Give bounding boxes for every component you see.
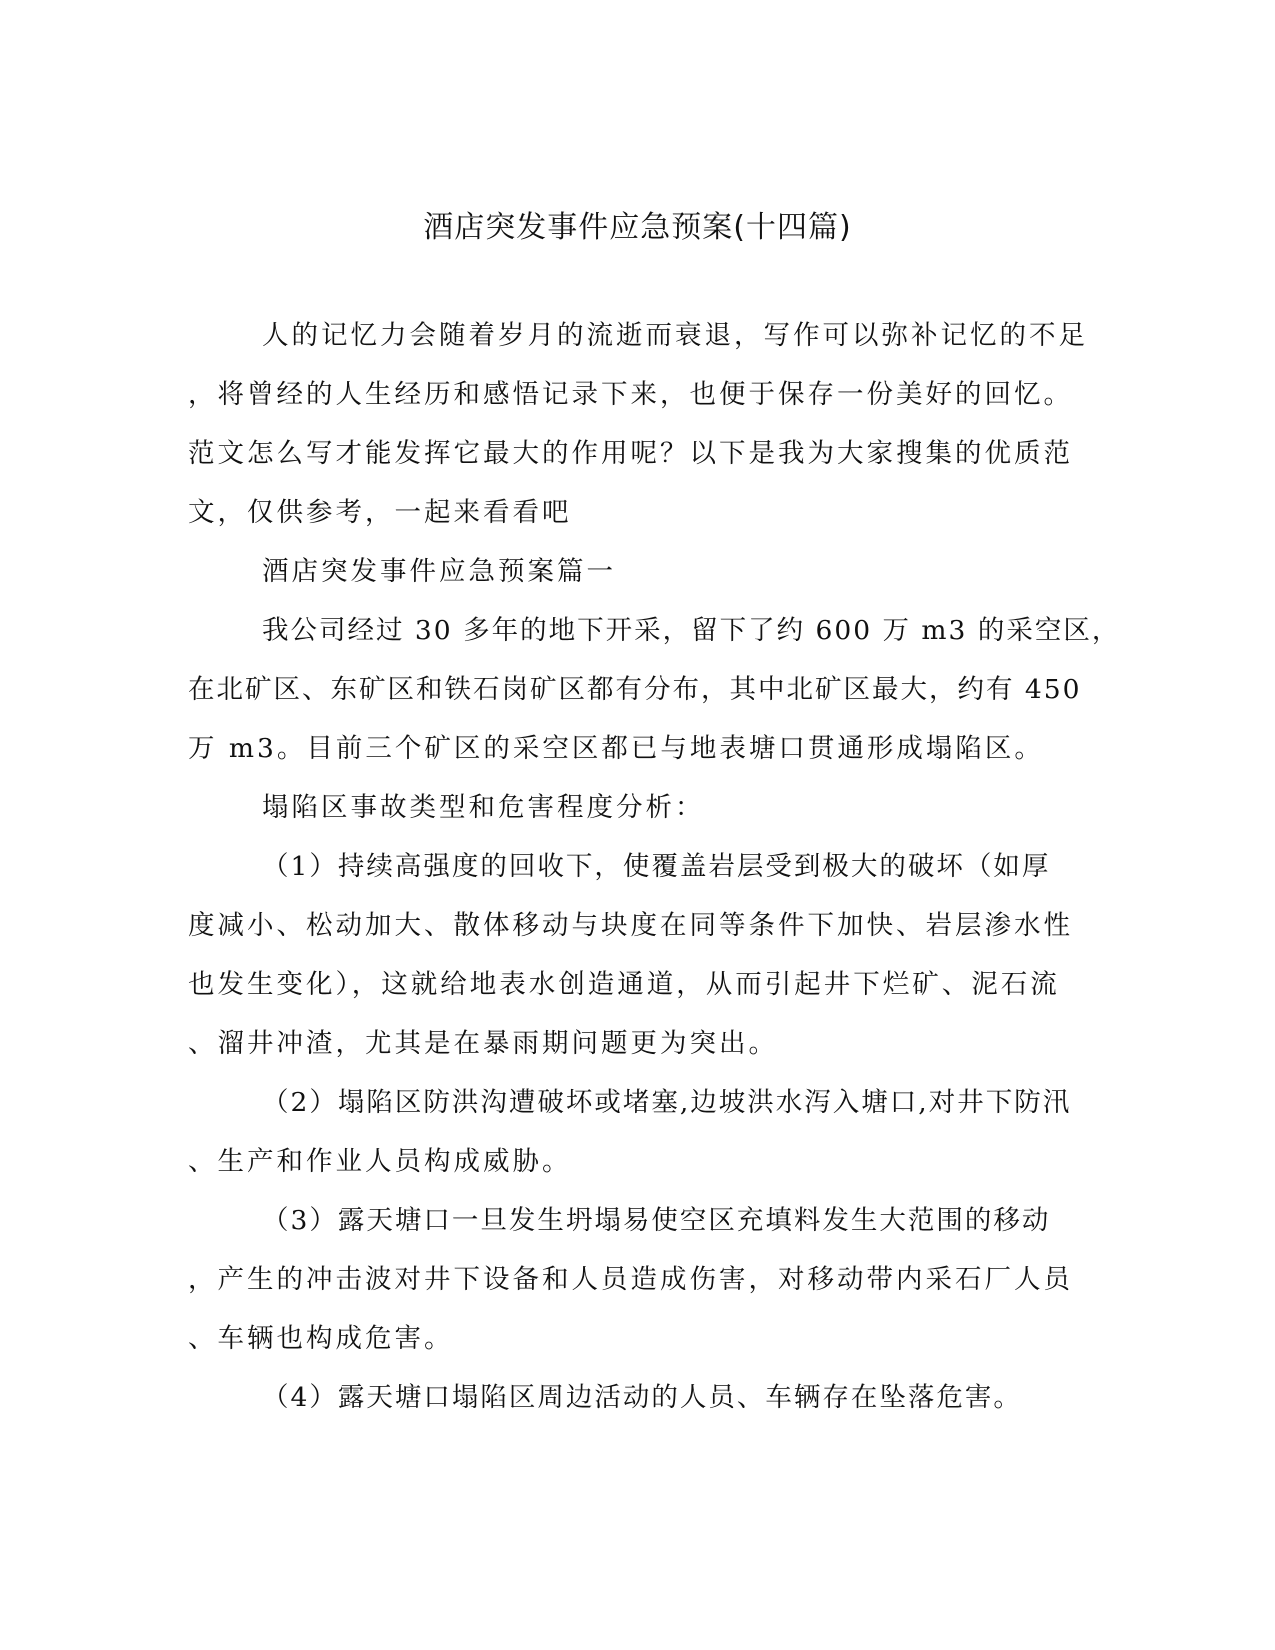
paragraph-line: 范文怎么写才能发挥它最大的作用呢？以下是我为大家搜集的优质范 (188, 438, 1073, 469)
paragraph-line: 文，仅供参考，一起来看看吧 (188, 497, 572, 528)
paragraph-line: （2）塌陷区防洪沟遭破坏或堵塞,边坡洪水泻入塘口,对井下防汛 (262, 1087, 1072, 1118)
paragraph-line: 、车辆也构成危害。 (188, 1323, 454, 1354)
paragraph-line: 我公司经过 30 多年的地下开采，留下了约 600 万 m3 的采空区， (262, 615, 1121, 646)
paragraph-line: 人的记忆力会随着岁月的流逝而衰退，写作可以弥补记忆的不足 (262, 320, 1088, 351)
paragraph-line: 、溜井冲渣，尤其是在暴雨期问题更为突出。 (188, 1028, 778, 1059)
paragraph-line: 、生产和作业人员构成威胁。 (188, 1146, 572, 1177)
paragraph-line: ，产生的冲击波对井下设备和人员造成伤害，对移动带内采石厂人员 (188, 1264, 1073, 1295)
paragraph-line: 度减小、松动加大、散体移动与块度在同等条件下加快、岩层渗水性 (188, 910, 1073, 941)
document-title: 酒店突发事件应急预案(十四篇) (423, 210, 852, 245)
paragraph-line: 也发生变化），这就给地表水创造通道，从而引起井下烂矿、泥石流 (188, 969, 1060, 1000)
section-heading: 酒店突发事件应急预案篇一 (262, 556, 616, 587)
paragraph-line: （3）露天塘口一旦发生坍塌易使空区充填料发生大范围的移动 (262, 1205, 1051, 1236)
paragraph-line: 在北矿区、东矿区和铁石岗矿区都有分布，其中北矿区最大，约有 450 (188, 674, 1082, 705)
paragraph-line: ，将曾经的人生经历和感悟记录下来，也便于保存一份美好的回忆。 (188, 379, 1073, 410)
paragraph-line: 塌陷区事故类型和危害程度分析： (262, 792, 705, 823)
paragraph-line: （1）持续高强度的回收下，使覆盖岩层受到极大的破坏（如厚 (262, 851, 1051, 882)
paragraph-line: 万 m3。目前三个矿区的采空区都已与地表塘口贯通形成塌陷区。 (188, 733, 1044, 764)
paragraph-line: （4）露天塘口塌陷区周边活动的人员、车辆存在坠落危害。 (262, 1382, 1022, 1413)
